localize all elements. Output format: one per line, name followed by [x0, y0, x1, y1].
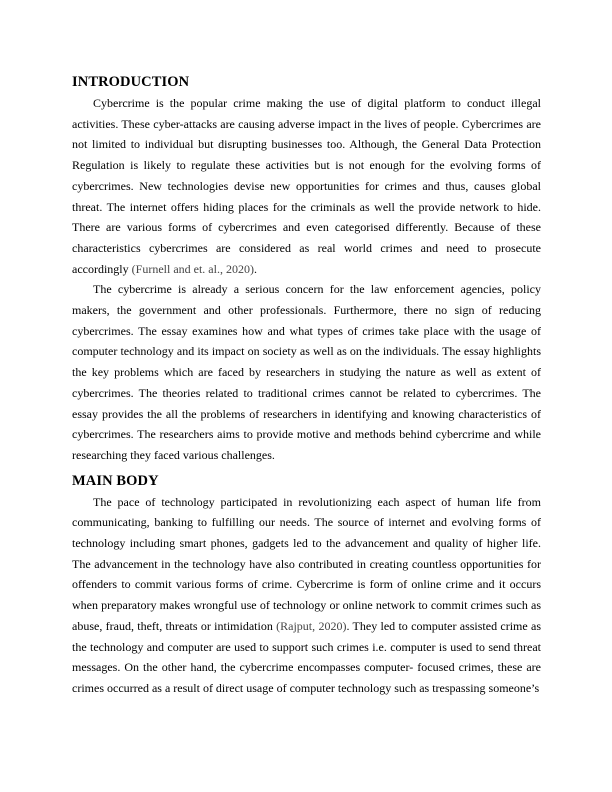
- section-heading-main-body: MAIN BODY: [72, 472, 159, 489]
- section-heading-introduction: INTRODUCTION: [72, 74, 190, 90]
- paragraph-text: Cybercrime is the popular crime making the use of digital platform to conduct illegal activities. These cyber-attacks are causing adverse impact in the lives of people. Cybercrimes are not limited to individual but disrupting businesses too. Although, the General Data Protection Regulation is likely to regulate these activities but is not enough for the evolving forms of cybercrimes. New technologies devise new opportunities for crimes and thus, causes global threat. The internet offers hiding places for the criminals as well the provide network to hide. There are various forms of cybercrimes and even categorised differently. Because of these characteristics cybercrimes are considered as real world crimes and need to prosecute accordingly: [72, 96, 541, 276]
- document-page: [72, 72, 541, 699]
- citation-rajput: (Rajput, 2020): [276, 618, 347, 633]
- paragraph-text-end: .: [253, 261, 257, 276]
- introduction-paragraph-1: [72, 93, 541, 279]
- paragraph-text: The pace of technology participated in revolutionizing each aspect of human life from communicating, banking to fulfilling our needs. The source of internet and evolving forms of technology including smart phones, gadgets led to the advancement and quality of higher life. The advancement in the technology have also contributed in creating countless opportunities for offenders to commit various forms of crime. Cybercrime is form of online crime and it occurs when preparatory makes wrongful use of technology or online network to commit crimes such as abuse, fraud, theft, threats or intimidation: [72, 494, 541, 633]
- paragraph-text-end: . They led to computer assisted crime as the technology and computer are used to support such crimes i.e. computer is used to send threat messages. On the other hand, the cybercrime encompasses computer- focused crimes, these are crimes occurred as a result of direct usage of computer technology such as trespassing someone’s: [72, 618, 542, 695]
- introduction-paragraph-2: [72, 279, 541, 465]
- main-body-paragraph-1: [72, 492, 541, 699]
- paragraph-text: The cybercrime is already a serious concern for the law enforcement agencies, policy makers, the government and other professionals. Furthermore, there no sign of reducing cybercrimes. The essay examines how and what types of crimes take place with the usage of computer technology and its impact on society as well as on the individuals. The essay highlights the key problems which are faced by researchers in studying the nature as well as extent of cybercrimes. The theories related to traditional crimes cannot be related to cybercrimes. The essay provides the all the problems of researchers in identifying and knowing characteristics of cybercrimes. The researchers aims to provide motive and methods behind cybercrime and while researching they faced various challenges.: [72, 282, 541, 462]
- citation-furnell: (Furnell and et. al., 2020): [131, 261, 254, 276]
